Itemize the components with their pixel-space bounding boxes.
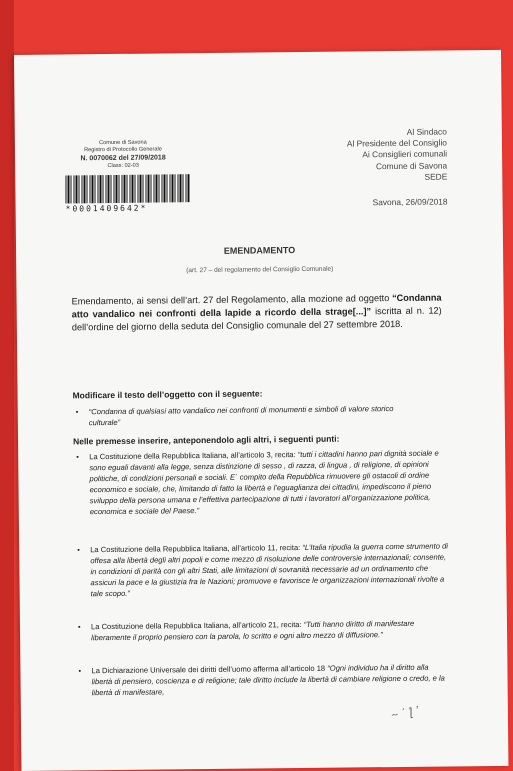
barcode-number: *0001409642* (65, 203, 148, 214)
document-title: EMENDAMENTO (223, 245, 296, 256)
section-heading-2: Nelle premesse inserire, anteponendolo agli altri, i seguenti punti: (72, 433, 340, 447)
list-item (75, 661, 449, 698)
bullet-quote: “Tutti hanno diritto di manifestare liberamente il proprio pensiero con la parola, lo scritto e ogni altro mezzo di diffusione.” (91, 618, 415, 643)
bullet-lead: La Costituzione della Repubblica Italiana, all’articolo 3, recita: (89, 450, 298, 462)
address-line: Ai Consiglieri comunali (362, 148, 448, 160)
address-line: SEDE (424, 171, 448, 182)
address-line: Al Presidente del Consiglio (346, 137, 447, 149)
bullet-quote: “tutti i cittadini hanno pari dignità sociale e sono eguali davanti alla legge, senza distinzione di sesso , di razza, di lingua , di religione, di opinioni politiche, di condizioni personali e sociali. E` compito della Repubblica rimuovere gli ostacoli di ordine economico e sociale, che, limitando di fatto la libertà e l’eguaglianza dei cittadini, impediscono il pieno sviluppo della persona umana e l’effettiva partecipazione di tutti i lavoratori all’organizzazione politica, economica e sociale del Paese.” (89, 448, 439, 517)
bullet-lead: La Costituzione della Repubblica Italiana, all’articolo 11, recita: (90, 543, 303, 555)
table-edge (0, 0, 14, 771)
bullet-lead: La Costituzione della Repubblica Italiana, all’articolo 21, recita: (90, 619, 304, 632)
list-item (73, 447, 448, 517)
bullet-quote: “Condanna di qualsiasi atto vandalico nei confronti di monumenti e simboli di valore storico culturale” (88, 404, 394, 428)
section-heading-1: Modificare il testo dell’oggetto con il seguente: (72, 388, 263, 401)
address-line: Comune di Savona (375, 160, 448, 171)
intro-text-2: iscritta al n. 12) dell’ordine del giorno della seduta del Consiglio comunale del 27 settembre 2018. (71, 305, 442, 333)
document-page (14, 50, 508, 771)
intro-paragraph (72, 292, 442, 335)
stamp-line-1: Comune di Savona (99, 139, 147, 147)
list-item (75, 617, 449, 643)
protocol-number: N. 0070062 del 27/09/2018 (80, 154, 166, 163)
handwritten-mark: ~ ˊ ƪ ʼ (389, 703, 420, 723)
bullet-quote: “L’Italia ripudia la guerra come strumento di offesa alla libertà degli altri popoli e come mezzo di risoluzione delle controversie internazionali; consente, in condizioni di parità con gli altri Stati, alle limitazioni di sovranità necessarie ad un ordinamento che assicuri la pace e la giustizia fra le Nazioni; promuove e favorisce le organizzazioni internazionali rivolte a tale scopo.” (90, 541, 449, 599)
protocol-stamp (63, 139, 183, 170)
intro-text-1: Emendamento, ai sensi dell’art. 27 del Regolamento, alla mozione ad oggetto (71, 293, 393, 307)
recipient-address (347, 126, 448, 183)
bullet-quote: “Ogni individuo ha il diritto alla libertà di pensiero, coscienza e di religione; tale diritto include la libertà di cambiare religione o credo, e la libertà di manifestare, (91, 662, 445, 698)
list-item (74, 540, 449, 599)
motion-title: “Condanna atto vandalico nei confronti della lapide a ricordo della strage[...]” (71, 292, 442, 320)
document-subtitle: (art. 27 – del regolamento del Consiglio Comunale) (186, 265, 334, 275)
bullet-lead: La Dichiarazione Universale dei diritti dell’uomo afferma all’articolo 18 (91, 663, 328, 676)
list-item (73, 402, 447, 428)
address-line: Al Sindaco (406, 126, 447, 137)
document-date: Savona, 26/09/2018 (372, 196, 448, 208)
stamp-class: Class: 02-03 (107, 162, 139, 170)
stamp-line-2: Registro di Protocollo Generale (84, 146, 162, 154)
barcode (65, 174, 190, 203)
